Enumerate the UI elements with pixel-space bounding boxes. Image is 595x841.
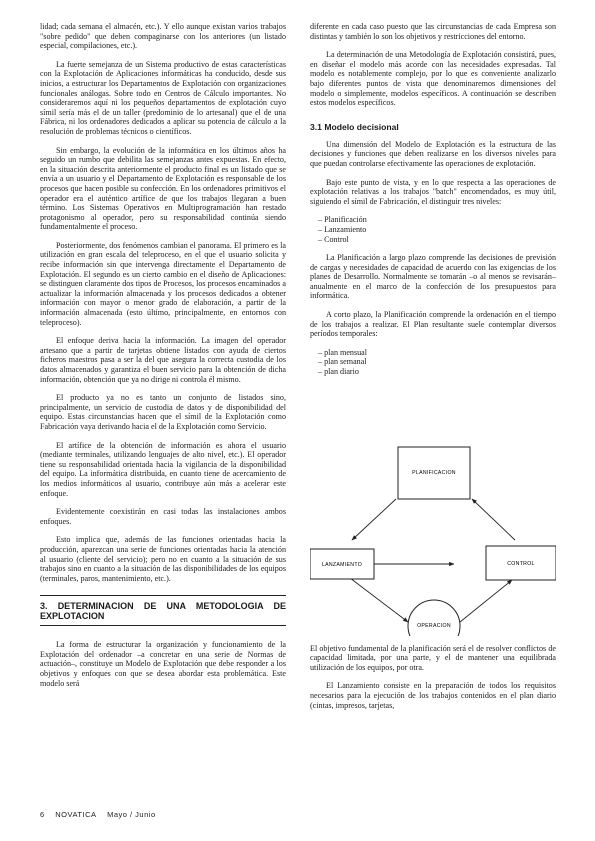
paragraph: lidad; cada semana el almacén, etc.). Y ello aunque existan varios trabajos "sobre pedido" que deben compaginarse con los anteriores (un listado especial, compilaciones, etc.). bbox=[40, 22, 286, 51]
paragraph: Esto implica que, además de las funciones orientadas hacia la producción, aparezcan una serie de funciones orientadas hacia la atención al usuario (cliente del servicio); pero no en cuanto a la situación de sus trabajos sino en cuanto a la situación de las disponibilidades de los equipos (terminales, paros, mantenimiento, etc.). bbox=[40, 535, 286, 583]
list-item: – Control bbox=[318, 235, 556, 245]
journal-name: NOVATICA bbox=[55, 810, 97, 819]
list-item: – Lanzamiento bbox=[318, 225, 556, 235]
issue-date: Mayo / Junio bbox=[107, 810, 156, 819]
arrow-control-to-planificacion bbox=[472, 499, 515, 540]
operacion-circle bbox=[408, 600, 460, 636]
section-3-1-heading: 3.1 Modelo decisional bbox=[310, 121, 399, 132]
plans-list bbox=[318, 348, 556, 377]
arrow-lanzamiento-to-operacion bbox=[350, 578, 408, 622]
paragraph: El producto ya no es tanto un conjunto de listados sino, principalmente, un servicio de custodia de datos y de disponibilidad del equipo. Estas circunstancias hacen que el símil de la Explotación como Fabricación vaya derivando hacia el de la Explotación como Servicio. bbox=[40, 393, 286, 431]
paragraph: El enfoque deriva hacia la información. La imagen del operador artesano que a partir de tarjetas obtiene listados con ayuda de ciertos ficheros maestros pasa a ser la del que asegura la correcta custodia de los datos almacenados y garantiza el buen servicio para la obtención de dicha información, obtención que ya no dirige ni controla él mismo. bbox=[40, 336, 286, 384]
planificacion-label: PLANIFICACION bbox=[412, 469, 456, 476]
arrow-planificacion-to-lanzamiento bbox=[352, 499, 396, 540]
list-item: – plan diario bbox=[318, 367, 556, 377]
section-3-heading bbox=[40, 595, 286, 626]
planificacion-box bbox=[398, 447, 470, 499]
paragraph: Sin embargo, la evolución de la informática en los últimos años ha seguido un rumbo que debilita las semejanzas antes expuestas. En efecto, en la situación descrita anteriormente el producto final es un listado que se envía a un usuario y el Departamento de Explotación es responsable de los procesos que hacen posible su confección. En los ordenadores primitivos el operador era el auténtico artífice de que los trabajos llegaran a buen término. Los Sistemas Operativos en Multiprogramación han restado protagonismo al operador, pero su responsabilidad continúa siendo fundamentalmente el proceso. bbox=[40, 145, 286, 232]
left-column bbox=[40, 22, 286, 697]
lanzamiento-box bbox=[310, 549, 374, 579]
paragraph: Bajo este punto de vista, y en lo que respecta a las operaciones de explotación relativas a los trabajos "batch" encomendados, es muy útil, siguiendo el símil de Fabricación, el distinguir tres niveles: bbox=[310, 177, 556, 206]
section-title: DETERMINACION DE UNA METODOLOGIA DE EXPLOTACION bbox=[40, 601, 286, 622]
paragraph: El Lanzamiento consiste en la preparación de todos los requisitos necesarios para la ejecución de los trabajos contenidos en el plan diario (cintas, impresos, tarjetas, bbox=[310, 681, 556, 710]
paragraph: La forma de estructurar la organización y funcionamiento de la Explotación del ordenador –a concretar en una serie de Normas de actuación–, constituye un Modelo de Explotación que debe responder a los objetivos y enfoques con que se desea abordar esta problemática. Este modelo será bbox=[40, 640, 286, 688]
paragraph: La fuerte semejanza de un Sistema productivo de estas características con la Explotación de Aplicaciones informáticas ha conducido, desde sus inicios, a estructurar los Departamentos de Explotación con organizaciones funcionales análogas. Sobre todo en Centros de Cálculo importantes. No consideraremos aquí ni los pequeños departamentos de explotación cuyo símil sería más el de un taller (predominio de lo artesanal) que el de una Fábrica, ni los ordenadores dedicados a aplicar su potencia de cálculo a la resolución de problemas técnicos o científicos. bbox=[40, 59, 286, 136]
paragraph: La Planificación a largo plazo comprende las decisiones de previsión de cargas y necesidades de capacidad de acuerdo con las exigencias de los planes de Desarrollo. Normalmente se tomarán –o al menos se revisarán– anualmente en el marco de la confección de los presupuestos para informática. bbox=[310, 253, 556, 301]
lanzamiento-label: LANZAMIENTO bbox=[321, 561, 363, 568]
list-item: – plan semanal bbox=[318, 357, 556, 367]
section-number: 3. bbox=[40, 601, 48, 612]
paragraph: Una dimensión del Modelo de Explotación es la estructura de las decisiones y funciones que deben realizarse en los diversos niveles para que puedan controlarse efectivamente las operaciones de explotación. bbox=[310, 139, 556, 168]
operacion-label: OPERACION bbox=[417, 622, 451, 629]
paragraph: El artífice de la obtención de información es ahora el usuario (mediante terminales, utilizando lenguajes de alto nivel, etc.). El operador tiene su responsabilidad orientada hacia la vigilancia de la disponibilidad del equipo. La informática distribuida, en cuanto tiene de acercamiento de los medios informáticos al usuario, contribuye aún más a acelerar este enfoque. bbox=[40, 440, 286, 498]
paragraph: La determinación de una Metodología de Explotación consistirá, pues, en diseñar el modelo más acorde con las necesidades expresadas. Tal modelo es notablemente complejo, por lo que es conveniente analizarlo bajo diferentes puntos de vista que denominaremos dimensiones del modelo o simplemente, modelos específicos. A continuación se describen estos modelos específicos. bbox=[310, 50, 556, 108]
right-column bbox=[310, 22, 556, 719]
control-label: CONTROL bbox=[507, 560, 535, 567]
arrow-operacion-to-control bbox=[460, 580, 512, 622]
paragraph: El objetivo fundamental de la planificación será el de resolver conflictos de capacidad limitada, por una parte, y el de mantener una equilibrada utilización de los equipos, por otra. bbox=[310, 643, 556, 672]
paragraph: Posteriormente, dos fenómenos cambian el panorama. El primero es la utilización en gran escala del teleproceso, en el que el usuario solicita y recibe información sin que intervenga directamente el Departamento de Explotación. El segundo es un cierto cambio en el diseño de Aplicaciones: se distinguen claramente dos tipos de Procesos, los procesos encaminados a actualizar la información almacenada y los procesos dedicados a obtener información con mayor o menor grado de elaboración, a partir de la información almacenada (esto último, principalmente, en entornos con teleproceso). bbox=[40, 240, 286, 327]
paragraph: diferente en cada caso puesto que las circunstancias de cada Empresa son distintas y también lo son los objetivos y restricciones del entorno. bbox=[310, 22, 556, 41]
paragraph: Evidentemente coexistirán en casi todas las instalaciones ambos enfoques. bbox=[40, 507, 286, 526]
list-item: – plan mensual bbox=[318, 348, 556, 358]
list-item: – Planificación bbox=[318, 215, 556, 225]
page-footer bbox=[40, 810, 164, 819]
control-box bbox=[486, 546, 556, 580]
page-number: 6 bbox=[40, 810, 45, 819]
levels-list bbox=[318, 215, 556, 244]
decision-model-diagram bbox=[310, 386, 556, 636]
paragraph: A corto plazo, la Planificación comprende la ordenación en el tiempo de los trabajos a realizar. El Plan resultante suele contemplar diversos períodos temporales: bbox=[310, 310, 556, 339]
